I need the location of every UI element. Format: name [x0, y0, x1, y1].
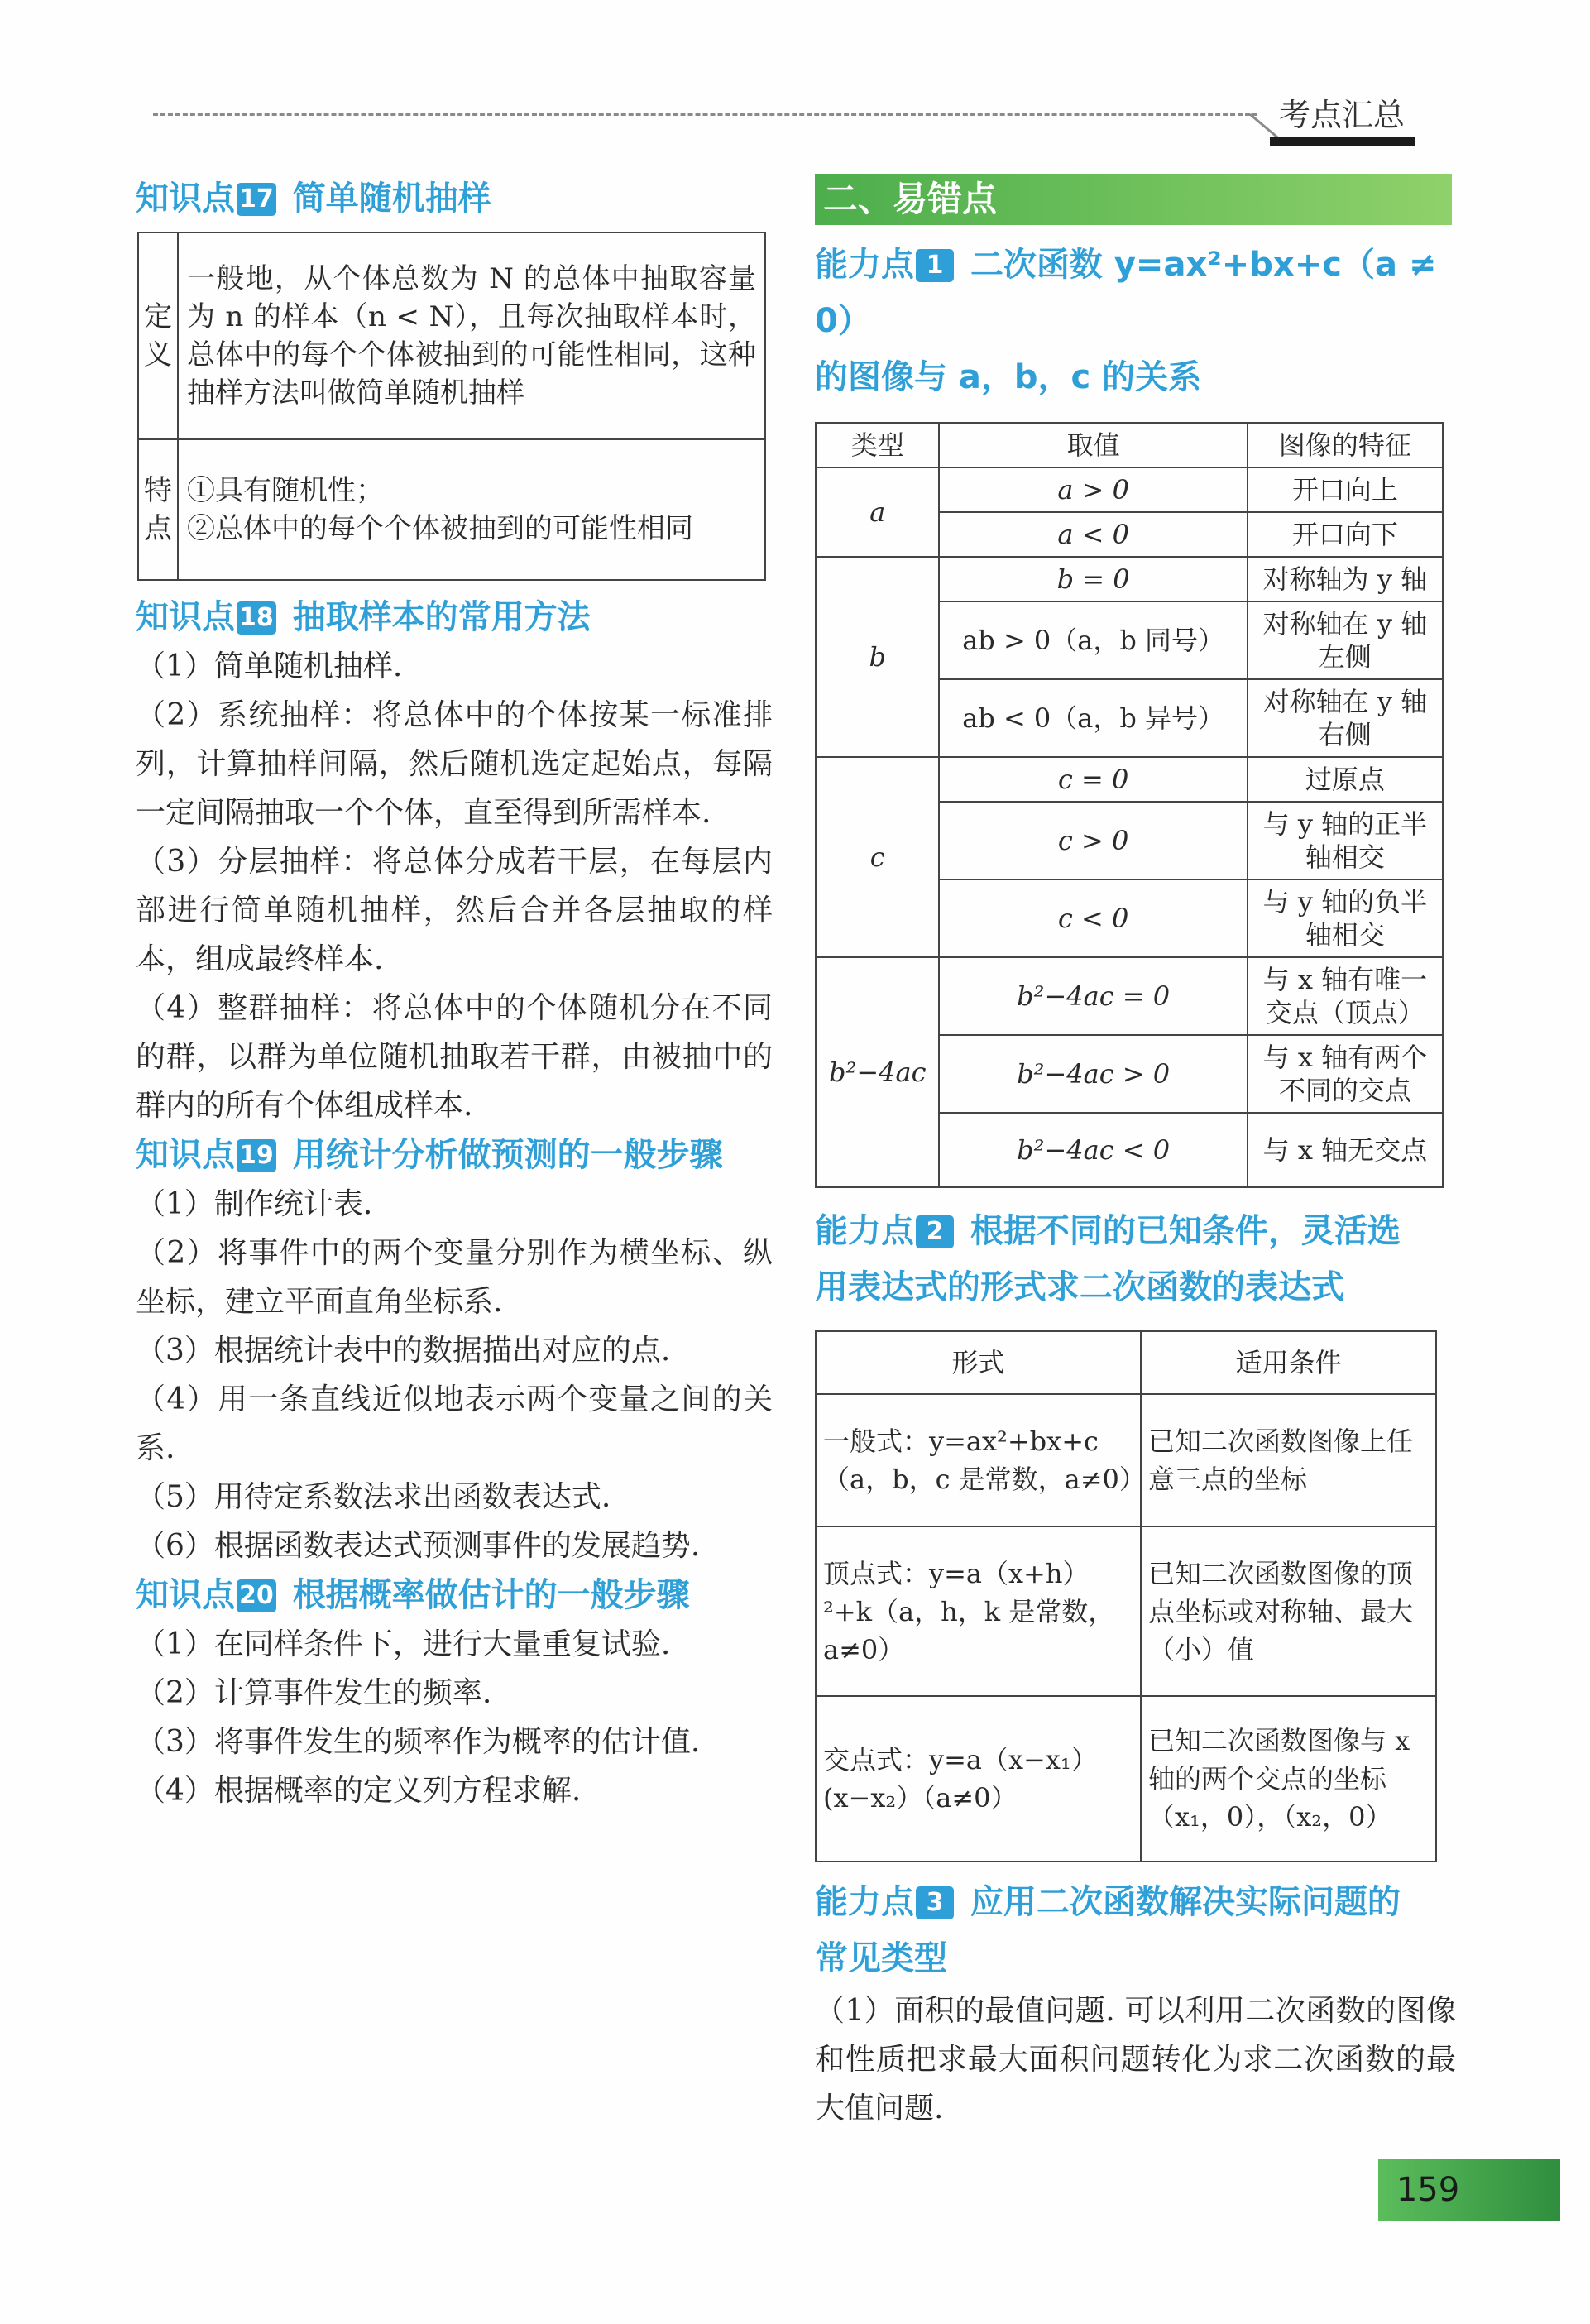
knowledge-point-18-heading: [136, 592, 773, 642]
header-underline-bar: [1270, 137, 1415, 146]
quadratic-forms-table: [815, 1330, 1437, 1862]
kp-label: 知识点: [136, 598, 235, 636]
cap-label: 能力点: [815, 1883, 914, 1921]
feature-cell: 与 y 轴的负半轴相交: [1248, 879, 1443, 957]
cap-label: 能力点: [815, 246, 914, 284]
list-item: （2）将事件中的两个变量分别作为横坐标、纵坐标，建立平面直角坐标系.: [136, 1236, 773, 1319]
feature-cell: 开口向上: [1248, 467, 1443, 512]
ability-point-1-heading: [815, 237, 1456, 349]
right-column: [815, 174, 1456, 2133]
condition-cell: 已知二次函数图像上任意三点的坐标: [1141, 1394, 1436, 1526]
knowledge-point-20-heading: [136, 1570, 773, 1620]
kp-number-badge: 18: [237, 601, 276, 635]
table-row: [816, 557, 1443, 601]
feature-cell: 与 x 轴无交点: [1248, 1113, 1443, 1187]
column-header: 形式: [816, 1331, 1141, 1394]
list-item: （6）根据函数表达式预测事件的发展趋势.: [136, 1529, 701, 1563]
ability-point-3-text: （1）面积的最值问题. 可以利用二次函数的图像和性质把求最大面积问题转化为求二次函数的最大值问题.: [815, 1994, 1456, 2125]
kp-label: 知识点: [136, 180, 235, 218]
type-cell: c: [816, 757, 939, 957]
header-title: 考点汇总: [1278, 97, 1405, 133]
feature-cell: 开口向下: [1248, 512, 1443, 557]
table-row: [816, 1394, 1436, 1526]
kp-label: 知识点: [136, 1576, 235, 1614]
cap-label: 能力点: [815, 1212, 914, 1250]
cap-number-badge: 1: [916, 249, 954, 282]
table-row: [816, 1696, 1436, 1862]
ability-point-2-subheading: 用表达式的形式求二次函数的表达式: [815, 1268, 1344, 1306]
value-cell: b = 0: [939, 557, 1247, 601]
condition-cell: 已知二次函数图像与 x 轴的两个交点的坐标（x₁，0），（x₂，0）: [1141, 1696, 1436, 1862]
type-cell: a: [816, 467, 939, 557]
definition-text: 一般地，从个体总数为 N 的总体中抽取容量为 n 的样本（n < N），且每次抽取样本时，总体中的每个个体被抽到的可能性相同，这种抽样方法叫做简单随机抽样: [178, 232, 765, 439]
list-item: （5）用待定系数法求出函数表达式.: [136, 1480, 611, 1514]
form-cell: 顶点式：y=a（x+h）²+k（a，h，k 是常数，a≠0）: [816, 1526, 1141, 1696]
value-cell: b²−4ac = 0: [939, 957, 1247, 1035]
column-header: 图像的特征: [1248, 423, 1443, 467]
list-item: （3）分层抽样：将总体分成若干层，在每层内部进行简单随机抽样，然后合并各层抽取的样本，组成最终样本.: [136, 845, 773, 976]
ability-point-1-subheading: 的图像与 a，b，c 的关系: [815, 358, 1202, 396]
table-header-row: [816, 1331, 1436, 1394]
section-banner: 二、易错点: [815, 174, 1452, 225]
ability-point-3-subheading: 常见类型: [815, 1939, 947, 1977]
feature-item: ②总体中的每个个体被抽到的可能性相同: [187, 512, 693, 545]
table-header-row: [816, 423, 1443, 467]
kp-title: 用统计分析做预测的一般步骤: [292, 1136, 723, 1174]
sampling-definition-table: [137, 232, 766, 581]
table-row: [816, 957, 1443, 1035]
knowledge-point-19-heading: [136, 1130, 773, 1180]
form-cell: 交点式：y=a（x−x₁）(x−x₂）（a≠0）: [816, 1696, 1141, 1862]
list-item: （1）简单随机抽样.: [136, 649, 403, 683]
cap-title-line1: 应用二次函数解决实际问题的: [970, 1883, 1401, 1921]
value-cell: ab > 0（a，b 同号）: [939, 601, 1247, 679]
feature-cell: 对称轴在 y 轴左侧: [1248, 601, 1443, 679]
ability-point-3-heading: [815, 1874, 1456, 1930]
list-item: （1）在同样条件下，进行大量重复试验.: [136, 1627, 671, 1661]
feature-cell: 与 x 轴有唯一交点（顶点）: [1248, 957, 1443, 1035]
cap-number-badge: 2: [916, 1215, 954, 1248]
column-header: 取值: [939, 423, 1247, 467]
kp-number-badge: 17: [237, 183, 276, 216]
kp-number-badge: 20: [237, 1579, 276, 1612]
feature-cell: 与 x 轴有两个不同的交点: [1248, 1035, 1443, 1113]
list-item: （3）根据统计表中的数据描出对应的点.: [136, 1334, 671, 1368]
feature-cell: 对称轴为 y 轴: [1248, 557, 1443, 601]
definition-label: 定义: [138, 232, 178, 439]
feature-text: [178, 439, 765, 580]
left-column: [136, 174, 773, 1815]
value-cell: b²−4ac < 0: [939, 1113, 1247, 1187]
type-cell: b: [816, 557, 939, 757]
feature-label: 特点: [138, 439, 178, 580]
table-row: [816, 467, 1443, 512]
kp-number-badge: 19: [237, 1139, 276, 1172]
value-cell: ab < 0（a，b 异号）: [939, 679, 1247, 757]
list-item: （1）制作统计表.: [136, 1187, 373, 1221]
page-number: 159: [1396, 2171, 1460, 2209]
column-header: 适用条件: [1141, 1331, 1436, 1394]
value-cell: c > 0: [939, 802, 1247, 879]
column-header: 类型: [816, 423, 939, 467]
table-row: [816, 757, 1443, 802]
table-row: [816, 1526, 1436, 1696]
list-item: （4）用一条直线近似地表示两个变量之间的关系.: [136, 1382, 773, 1465]
feature-cell: 与 y 轴的正半轴相交: [1248, 802, 1443, 879]
list-item: （2）计算事件发生的频率.: [136, 1676, 492, 1710]
value-cell: a > 0: [939, 467, 1247, 512]
value-cell: b²−4ac > 0: [939, 1035, 1247, 1113]
quadratic-coefficient-table: [815, 422, 1444, 1188]
value-cell: c < 0: [939, 879, 1247, 957]
ability-point-2-heading: [815, 1203, 1456, 1259]
list-item: （3）将事件发生的频率作为概率的估计值.: [136, 1725, 701, 1759]
list-item: （4）根据概率的定义列方程求解.: [136, 1774, 582, 1808]
type-cell: b²−4ac: [816, 957, 939, 1187]
kp-label: 知识点: [136, 1136, 235, 1174]
feature-cell: 过原点: [1248, 757, 1443, 802]
kp-title: 简单随机抽样: [292, 180, 491, 218]
list-item: （2）系统抽样：将总体中的个体按某一标准排列，计算抽样间隔，然后随机选定起始点，每隔一定间隔抽取一个个体，直至得到所需样本.: [136, 698, 773, 830]
kp-title: 抽取样本的常用方法: [292, 598, 591, 636]
cap-title-line1: 根据不同的已知条件，灵活选: [970, 1212, 1401, 1250]
form-cell: 一般式：y=ax²+bx+c（a，b，c 是常数，a≠0）: [816, 1394, 1141, 1526]
knowledge-point-17-heading: [136, 174, 773, 223]
header-dashed-line: [153, 113, 1257, 116]
condition-cell: 已知二次函数图像的顶点坐标或对称轴、最大（小）值: [1141, 1526, 1436, 1696]
cap-title-line1: 二次函数 y=ax²+bx+c（a ≠ 0）: [815, 246, 1437, 340]
value-cell: a < 0: [939, 512, 1247, 557]
value-cell: c = 0: [939, 757, 1247, 802]
feature-item: ①具有随机性；: [187, 474, 384, 507]
kp-title: 根据概率做估计的一般步骤: [292, 1576, 690, 1614]
feature-cell: 对称轴在 y 轴右侧: [1248, 679, 1443, 757]
cap-number-badge: 3: [916, 1886, 954, 1919]
list-item: （4）整群抽样：将总体中的个体随机分在不同的群，以群为单位随机抽取若干群，由被抽中的群内的所有个体组成样本.: [136, 991, 773, 1123]
